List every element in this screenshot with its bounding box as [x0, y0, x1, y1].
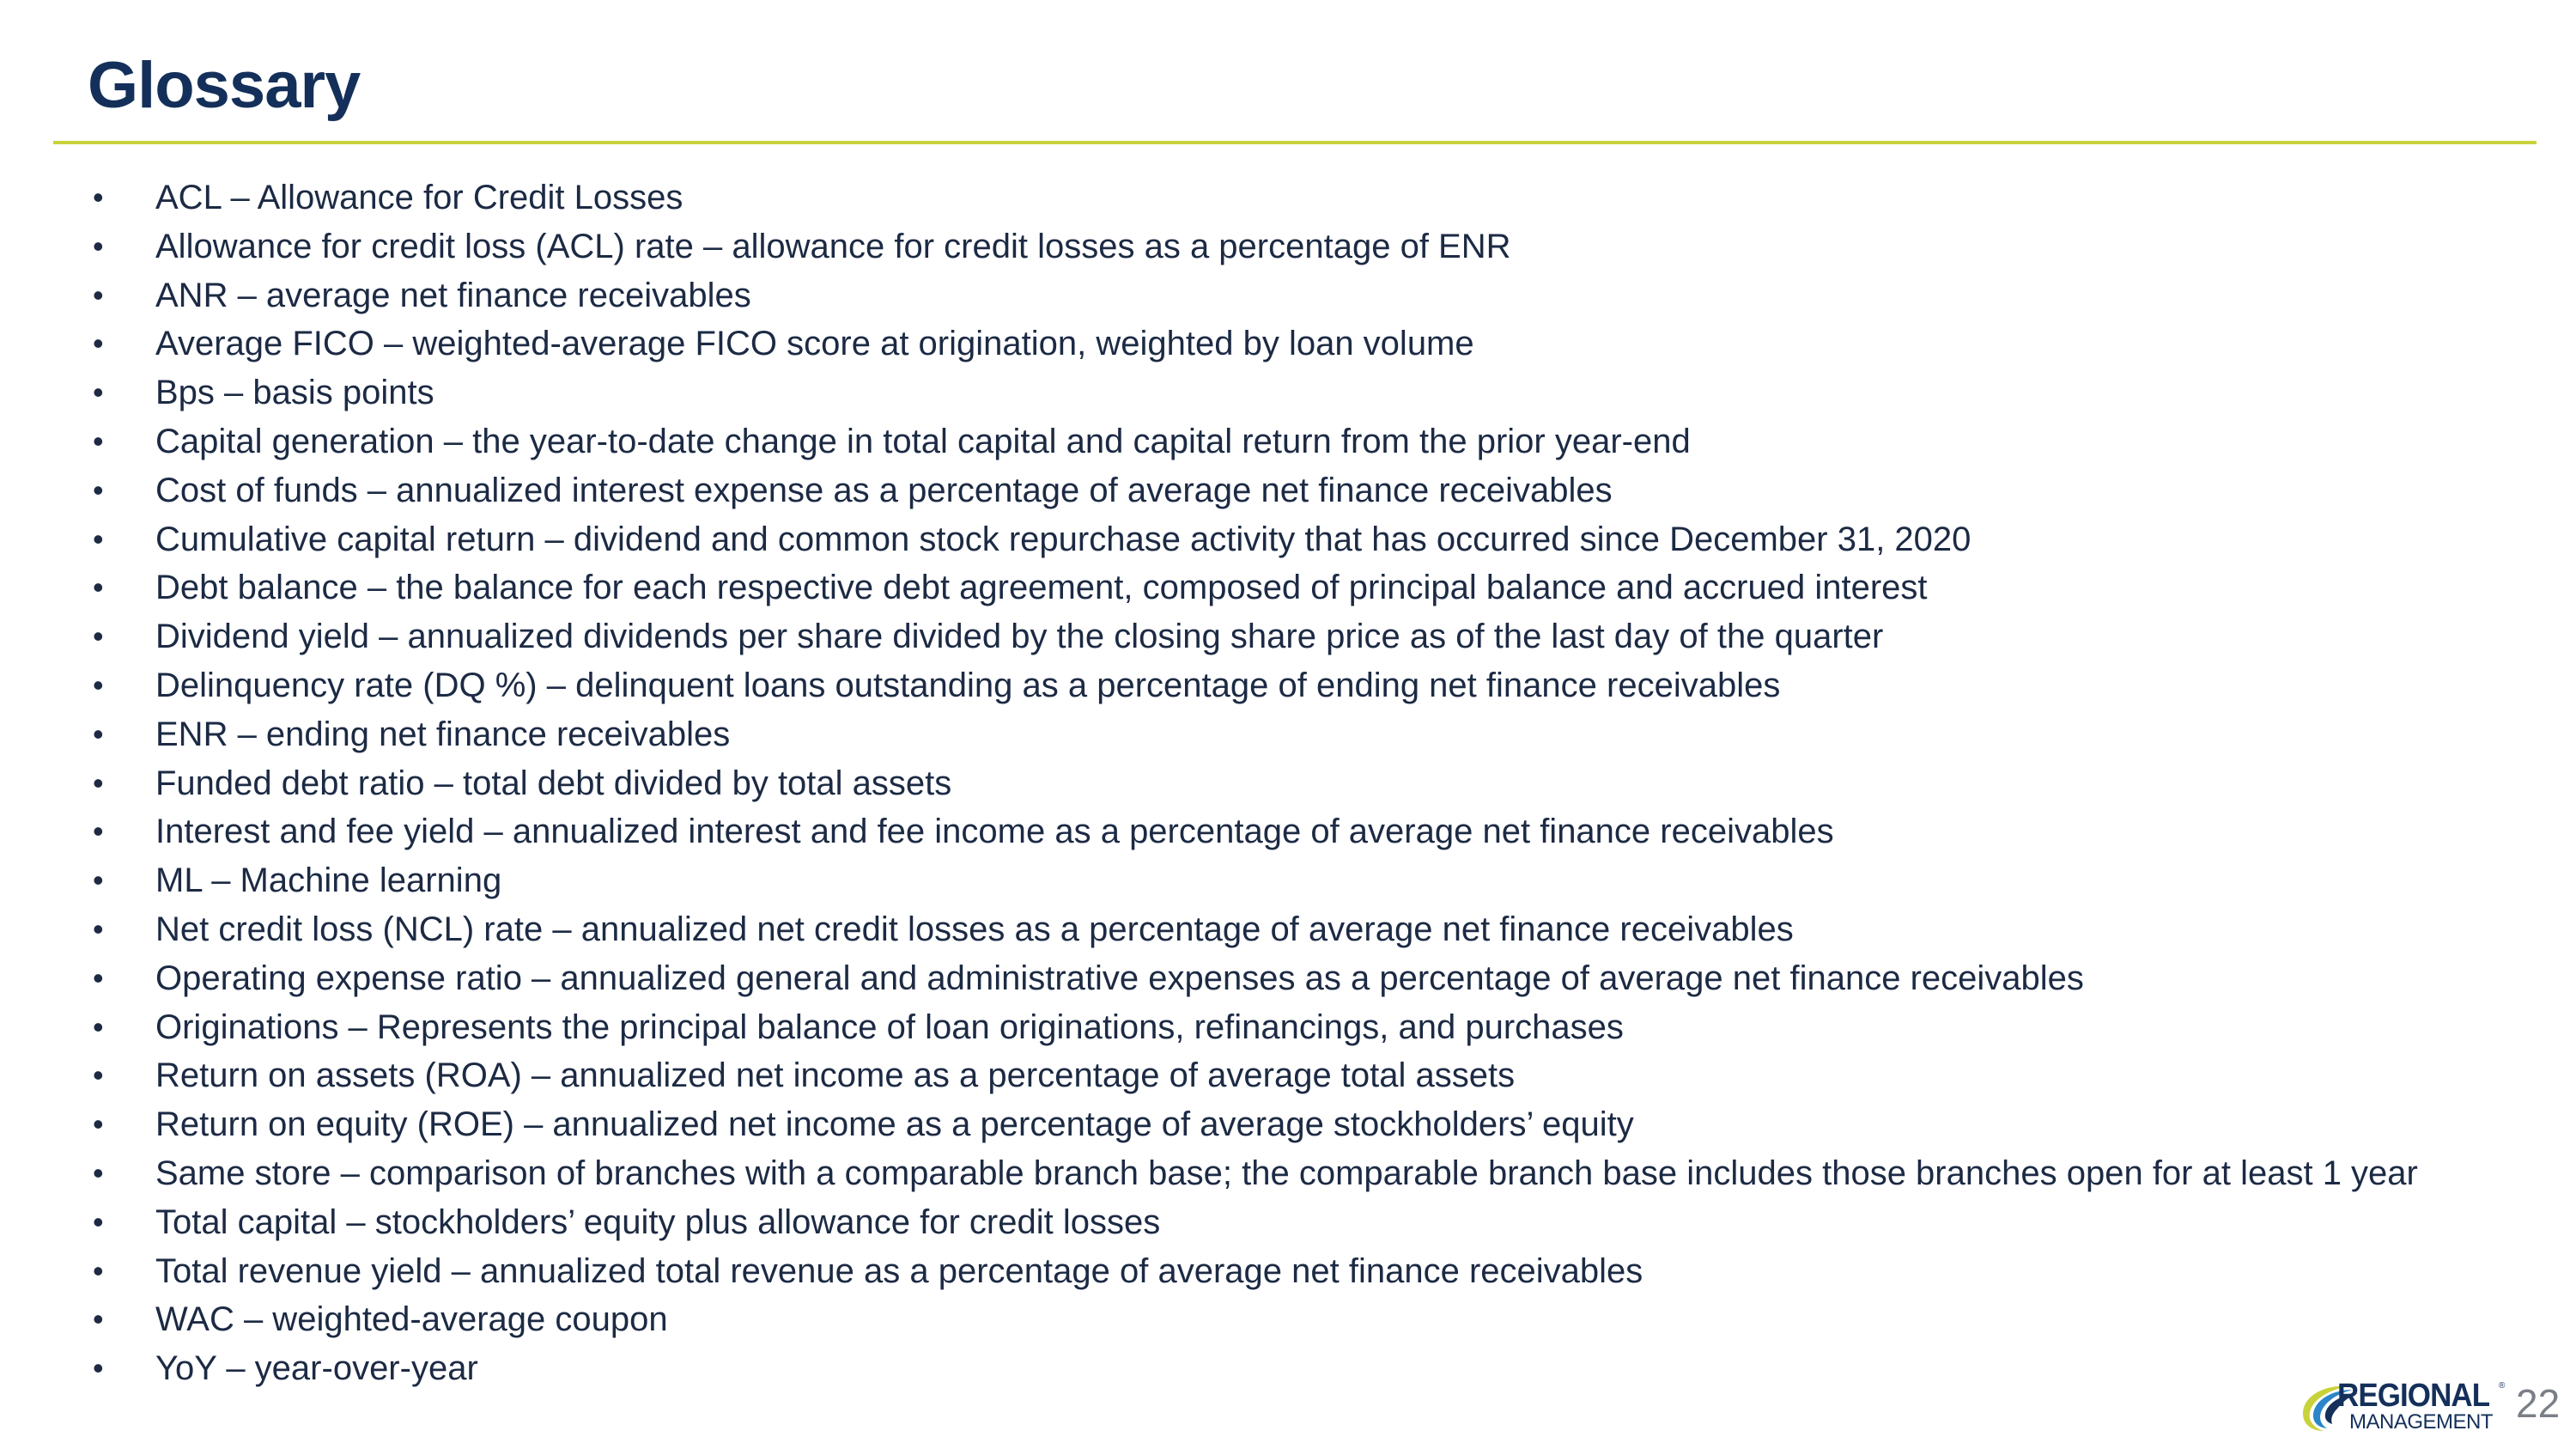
bullet-glyph: •: [93, 569, 104, 606]
company-logo: [2298, 1379, 2507, 1433]
logo-wordmark-management: MANAGEMENT: [2349, 1410, 2494, 1434]
bullet-glyph: •: [93, 1008, 104, 1044]
bullet-glyph: •: [93, 1106, 104, 1142]
bullet-glyph: •: [93, 277, 104, 313]
bullet-glyph: •: [93, 1252, 104, 1288]
glossary-item-text: Return on equity (ROE) – annualized net income as a percentage of average stockholders’ equity: [155, 1105, 1634, 1144]
glossary-item-text: Delinquency rate (DQ %) – delinquent loans outstanding as a percentage of ending net finance receivables: [155, 666, 1781, 704]
glossary-item-text: Allowance for credit loss (ACL) rate – allowance for credit losses as a percentage of ENR: [155, 227, 1511, 265]
bullet-glyph: •: [93, 813, 104, 849]
bullet-glyph: •: [93, 180, 104, 215]
bullet-glyph: •: [93, 959, 104, 995]
glossary-item-text: Originations – Represents the principal balance of loan originations, refinancings, and purchases: [155, 1008, 1624, 1046]
bullet-glyph: •: [93, 715, 104, 752]
glossary-item-text: Bps – basis points: [155, 374, 434, 412]
glossary-item-text: Total capital – stockholders’ equity plus allowance for credit losses: [155, 1202, 1161, 1241]
glossary-item-text: Funded debt ratio – total debt divided by total assets: [155, 764, 952, 802]
glossary-item-text: ANR – average net finance receivables: [155, 276, 751, 314]
bullet-glyph: •: [93, 1203, 104, 1239]
glossary-item-text: Average FICO – weighted-average FICO score at origination, weighted by loan volume: [155, 325, 1474, 363]
bullet-glyph: •: [93, 1301, 104, 1337]
bullet-glyph: •: [93, 472, 104, 508]
bullet-glyph: •: [93, 1154, 104, 1190]
bullet-glyph: •: [93, 910, 104, 947]
glossary-item-text: YoY – year-over-year: [155, 1349, 478, 1388]
logo-trademark: ®: [2499, 1381, 2506, 1391]
bullet-glyph: •: [93, 1057, 104, 1093]
bullet-glyph: •: [93, 521, 104, 557]
bullet-glyph: •: [93, 764, 104, 801]
bullet-glyph: •: [93, 862, 104, 898]
glossary-item-text: Cost of funds – annualized interest expense as a percentage of average net finance receivables: [155, 471, 1613, 509]
glossary-item-text: WAC – weighted-average coupon: [155, 1300, 668, 1339]
title-divider: [53, 141, 2537, 144]
glossary-item-text: Dividend yield – annualized dividends per share divided by the closing share price as of the last day of the quarter: [155, 618, 1884, 656]
bullet-glyph: •: [93, 228, 104, 264]
glossary-item-text: Interest and fee yield – annualized interest and fee income as a percentage of average net finance receivables: [155, 813, 1834, 851]
page-number: 22: [2516, 1381, 2561, 1426]
glossary-item-text: ACL – Allowance for Credit Losses: [155, 179, 683, 216]
page-title: Glossary: [88, 49, 361, 122]
bullet-glyph: •: [93, 326, 104, 362]
logo-wordmark-regional: REGIONAL: [2337, 1378, 2490, 1414]
bullet-glyph: •: [93, 1350, 104, 1386]
glossary-item-text: Return on assets (ROA) – annualized net income as a percentage of average total assets: [155, 1056, 1516, 1095]
glossary-item-text: ML – Machine learning: [155, 861, 502, 900]
glossary-item-text: Same store – comparison of branches with a comparable branch base; the comparable branch base includes those branches open for at least 1 year: [155, 1154, 2418, 1192]
glossary-item-text: Net credit loss (NCL) rate – annualized net credit losses as a percentage of average net finance receivables: [155, 910, 1794, 948]
glossary-item-text: ENR – ending net finance receivables: [155, 715, 731, 753]
bullet-glyph: •: [93, 667, 104, 703]
glossary-item-text: Total revenue yield – annualized total revenue as a percentage of average net finance receivables: [155, 1251, 1643, 1290]
glossary-item-text: Cumulative capital return – dividend and common stock repurchase activity that has occurred since December 31, 2020: [155, 520, 1971, 558]
bullet-glyph: •: [93, 374, 104, 411]
bullet-glyph: •: [93, 423, 104, 459]
glossary-item-text: Debt balance – the balance for each respective debt agreement, composed of principal balance and accrued interest: [155, 569, 1928, 607]
glossary-item-text: Capital generation – the year-to-date change in total capital and capital return from the prior year-end: [155, 422, 1691, 460]
bullet-glyph: •: [93, 618, 104, 654]
glossary-item-text: Operating expense ratio – annualized general and administrative expenses as a percentage of average net finance receivables: [155, 959, 2084, 997]
